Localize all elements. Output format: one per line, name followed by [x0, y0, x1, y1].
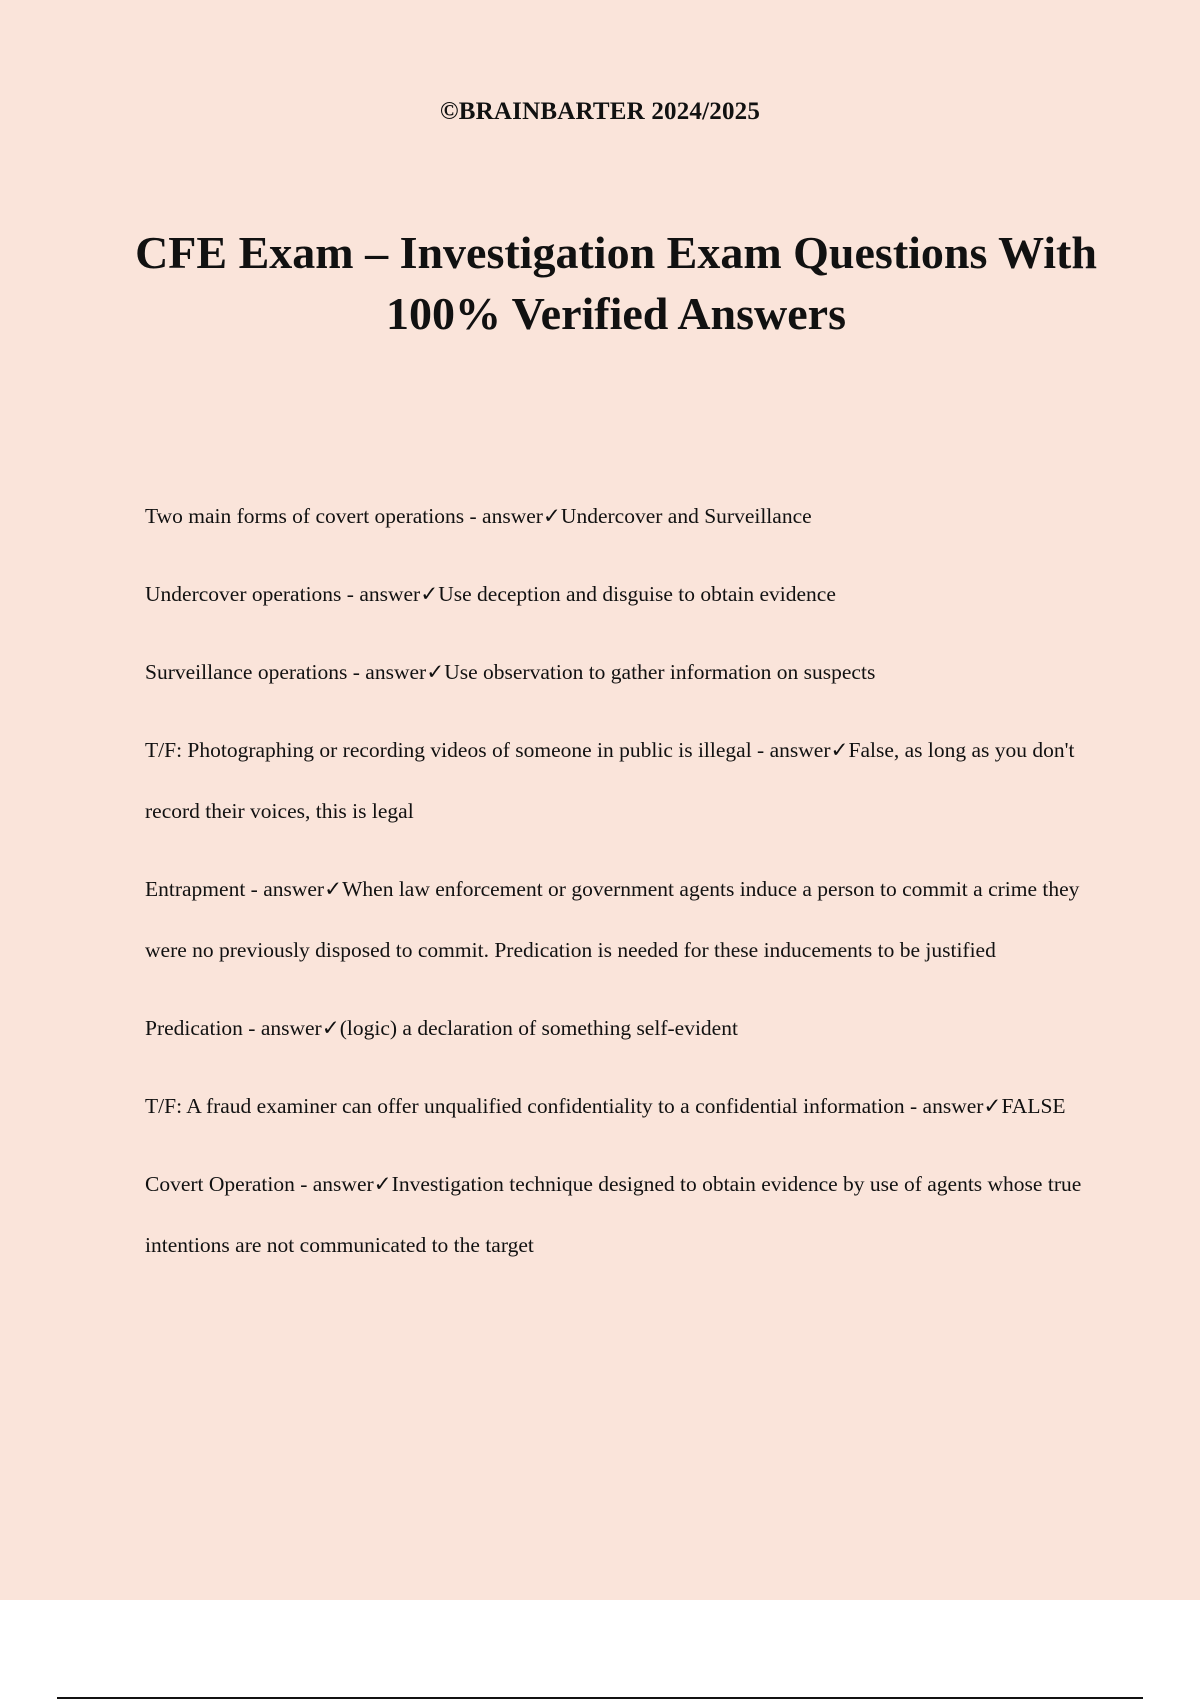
qa-item: Predication - answer✓(logic) a declaration of something self-evident — [145, 1016, 738, 1040]
document-title: CFE Exam – Investigation Exam Questions With 100% Verified Answers — [135, 227, 1097, 339]
qa-item: Undercover operations - answer✓Use deception and disguise to obtain evidence — [145, 582, 836, 606]
qa-item: Surveillance operations - answer✓Use observation to gather information on suspects — [145, 660, 876, 684]
copyright-header: ©BRAINBARTER 2024/2025 — [439, 98, 761, 125]
qa-item: Entrapment - answer✓When law enforcement or government agents induce a person to commit a crime they were no previously disposed to commit. Predication is needed for these inducements to be justified — [145, 877, 1080, 962]
qa-item: T/F: A fraud examiner can offer unqualified confidentiality to a confidential information - answer✓FALSE — [145, 1094, 1066, 1118]
footer-divider — [57, 1697, 1143, 1699]
qa-item: Covert Operation - answer✓Investigation technique designed to obtain evidence by use of agents whose true intentions are not communicated to the target — [145, 1172, 1082, 1257]
qa-item: Two main forms of covert operations - answer✓Undercover and Surveillance — [145, 504, 812, 528]
qa-item: T/F: Photographing or recording videos of someone in public is illegal - answer✓False, as long as you don't record their voices, this is legal — [145, 738, 1075, 823]
qa-list — [145, 486, 1095, 1293]
